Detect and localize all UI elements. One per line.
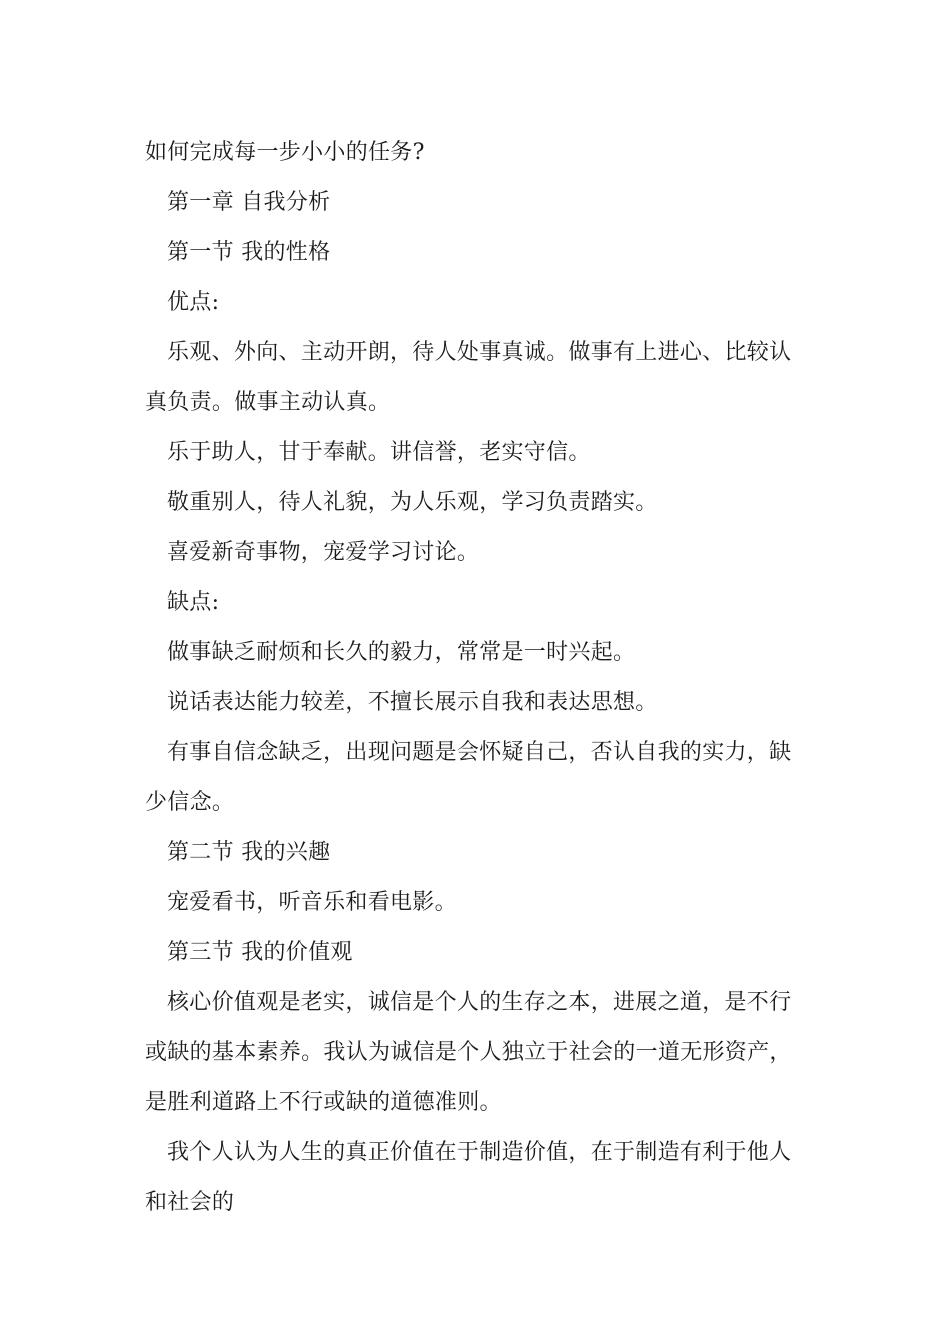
strengths-paragraph-3: 敬重别人，待人礼貌，为人乐观，学习负责踏实。 [167,490,658,515]
interests-paragraph: 宠爱看书，听音乐和看电影。 [167,890,457,915]
weaknesses-paragraph-1: 做事缺乏耐烦和长久的毅力，常常是一时兴起。 [167,640,636,665]
chapter-heading: 第一章 自我分析 [167,190,331,215]
strengths-paragraph-4: 喜爱新奇事物，宠爱学习讨论。 [167,540,480,565]
strengths-paragraph-1: 乐观、外向、主动开朗，待人处事真诚。做事有上进心、比较认真负责。做事主动认真。 [145,340,792,415]
section-heading-interests: 第二节 我的兴趣 [167,840,331,865]
strengths-paragraph-2: 乐于助人，甘于奉献。讲信誉，老实守信。 [167,440,591,465]
section-heading-personality: 第一节 我的性格 [167,240,331,265]
values-paragraph-2: 我个人认为人生的真正价值在于制造价值，在于制造有利于他人和社会的 [145,1140,792,1215]
intro-question: 如何完成每一步小小的任务? [145,140,425,165]
weaknesses-paragraph-3: 有事自信念缺乏，出现问题是会怀疑自己，否认自我的实力，缺少信念。 [145,740,792,815]
weaknesses-label: 缺点: [167,590,220,615]
document-body [145,128,813,1228]
section-heading-values: 第三节 我的价值观 [167,940,353,965]
strengths-label: 优点: [167,290,220,315]
weaknesses-paragraph-2: 说话表达能力较差，不擅长展示自我和表达思想。 [167,690,658,715]
values-paragraph-1: 核心价值观是老实，诚信是个人的生存之本，进展之道，是不行或缺的基本素养。我认为诚信是个人独立于社会的一道无形资产，是胜利道路上不行或缺的道德准则。 [145,990,792,1115]
